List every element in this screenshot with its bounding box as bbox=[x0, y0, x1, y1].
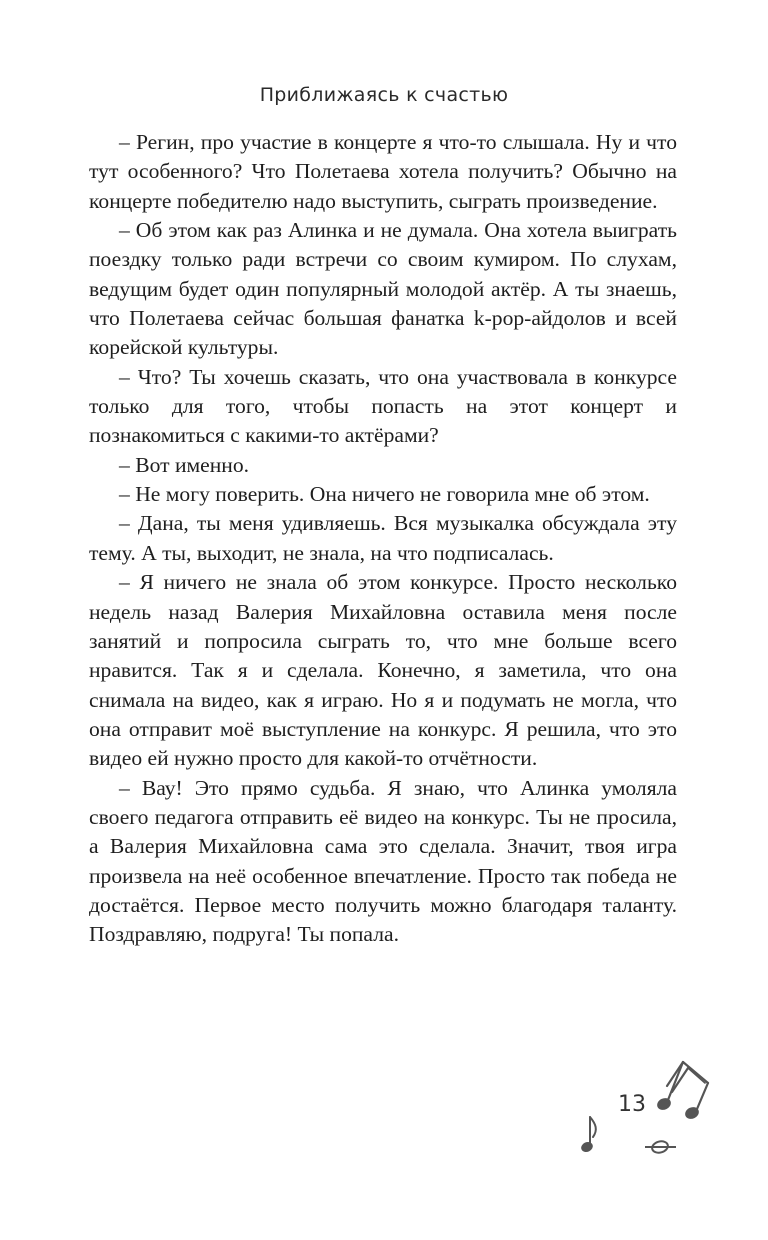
beamed-notes-icon bbox=[657, 1062, 708, 1120]
paragraph: – Об этом как раз Алинка и не думала. Она хотела выиграть поездку только ради встречи со своим кумиром. По слухам, ведущим будет один популярный молодой актёр. А ты знаешь, что Полетаева сейчас большая фанатка k-pop-айдолов и всей корейской культуры. bbox=[89, 218, 677, 360]
paragraph: – Вау! Это прямо судьба. Я знаю, что Алинка умоляла своего педагога отправить её видео на конкурс. Ты не просила, а Валерия Михайловна сама это сделала. Значит, твоя игра произвела на неё особенное впечатление. Просто так победа не достаётся. Первое место получить можно благодаря таланту. Поздравляю, подруга! Ты попала. bbox=[89, 775, 677, 947]
single-note-icon bbox=[581, 1117, 596, 1153]
running-head: Приближаясь к счастью bbox=[259, 84, 509, 106]
page-number: 13 bbox=[618, 1092, 646, 1117]
paragraph: – Я ничего не знала об этом конкурсе. Просто несколько недель назад Валерия Михайловна оставила меня после занятий и попросила сыграть то, что мне больше всего нравится. Так я и сделала. Конечно, я заметила, что она снимала на видео, как я играю. Но я и подумать не могла, что она отправит моё выступление на конкурс. Я решила, что это видео ей нужно просто для какой-то отчётности. bbox=[89, 570, 677, 771]
paragraph: – Вот именно. bbox=[119, 452, 250, 477]
paragraph: – Что? Ты хочешь сказать, что она участвовала в конкурсе только для того, чтобы попасть на этот концерт и познакомиться с какими-то актёрами? bbox=[89, 364, 677, 448]
whole-note-icon bbox=[645, 1140, 676, 1155]
paragraph: – Не могу поверить. Она ничего не говорила мне об этом. bbox=[119, 482, 650, 507]
paragraph: – Регин, про участие в концерте я что-то слышала. Ну и что тут особенного? Что Полетаева хотела получить? Обычно на концерте победителю надо выступить, сыграть произведение. bbox=[89, 130, 677, 213]
paragraph: – Дана, ты меня удивляешь. Вся музыкалка обсуждала эту тему. А ты, выходит, не знала, на что подписалась. bbox=[89, 511, 677, 565]
